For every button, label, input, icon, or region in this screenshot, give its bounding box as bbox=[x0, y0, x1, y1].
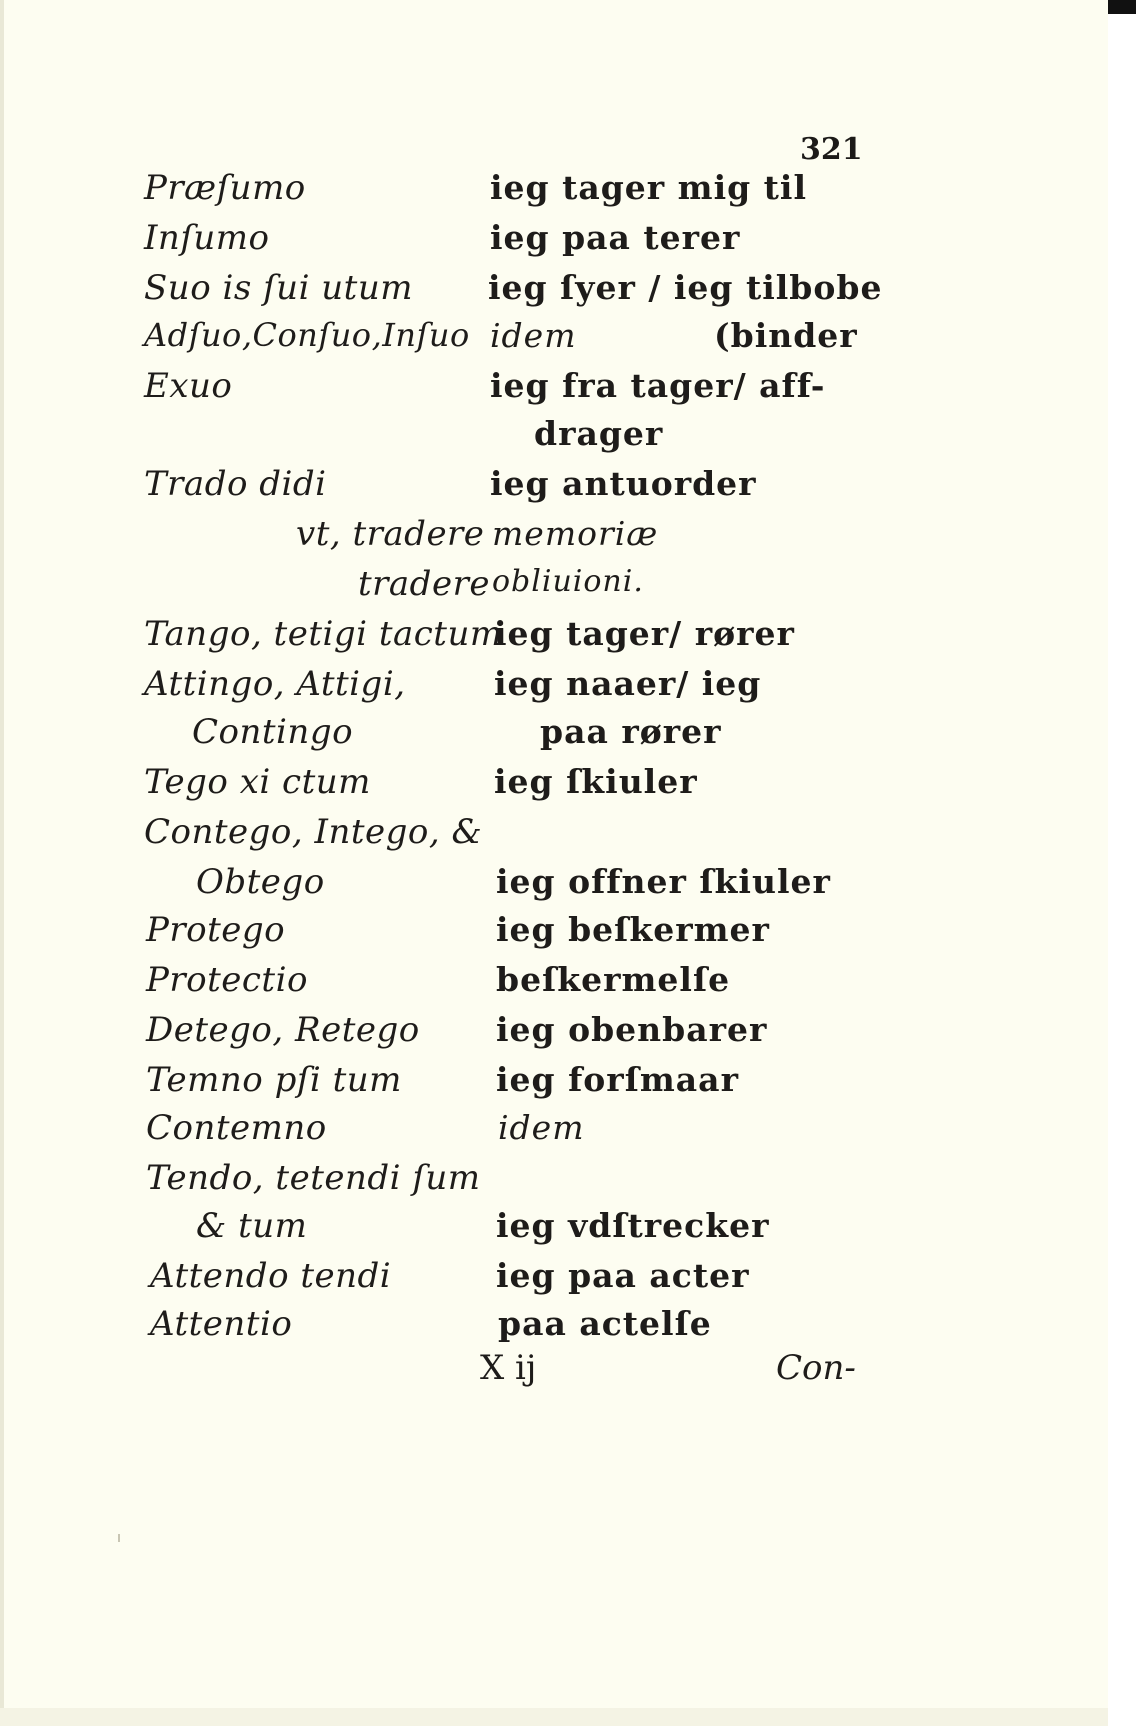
paper-speck bbox=[118, 1534, 120, 1542]
danish-translation: paa actelſe bbox=[498, 1304, 712, 1343]
page-bottom-shadow bbox=[0, 1708, 1108, 1726]
latin-term: Trado didi bbox=[144, 464, 327, 504]
entry-row bbox=[0, 316, 1108, 364]
danish-translation: idem bbox=[490, 316, 577, 355]
entry-row bbox=[0, 168, 1108, 216]
danish-translation: ieg forſmaar bbox=[496, 1060, 739, 1099]
entry-row bbox=[0, 812, 1108, 860]
danish-translation: ieg antuorder bbox=[490, 464, 757, 503]
latin-term: Inſumo bbox=[144, 218, 270, 258]
danish-translation: ieg naaer/ ieg bbox=[494, 664, 762, 703]
danish-translation: ieg tager mig til bbox=[490, 168, 807, 207]
danish-translation: idem bbox=[498, 1108, 585, 1147]
latin-term: Suo is ſui utum bbox=[144, 268, 413, 308]
latin-term: Attingo, Attigi, bbox=[144, 664, 406, 704]
danish-translation: drager bbox=[534, 414, 664, 453]
entry-row bbox=[0, 960, 1108, 1008]
entry-row bbox=[0, 464, 1108, 512]
entry-row bbox=[0, 218, 1108, 266]
latin-term: Contego, Intego, & bbox=[144, 812, 483, 852]
entry-row bbox=[0, 712, 1108, 760]
entry-row bbox=[0, 1304, 1108, 1352]
latin-term: Exuo bbox=[144, 366, 233, 406]
latin-term: Protego bbox=[146, 910, 286, 950]
latin-term: Contemno bbox=[146, 1108, 327, 1148]
entry-row bbox=[0, 1256, 1108, 1304]
entry-row bbox=[0, 614, 1108, 662]
latin-term: Detego, Retego bbox=[146, 1010, 420, 1050]
latin-term: Obtego bbox=[196, 862, 325, 902]
entry-row bbox=[0, 664, 1108, 712]
danish-translation: ieg vdſtrecker bbox=[496, 1206, 770, 1245]
entry-row bbox=[0, 762, 1108, 810]
latin-term: Tango, tetigi tactum bbox=[144, 614, 503, 654]
latin-term: Protectio bbox=[146, 960, 308, 1000]
latin-term: tradere bbox=[358, 564, 490, 604]
entry-row bbox=[0, 1206, 1108, 1254]
catchword: Con- bbox=[776, 1348, 856, 1388]
danish-overflow: (binder bbox=[714, 316, 858, 355]
entry-row bbox=[0, 862, 1108, 910]
latin-term: & tum bbox=[196, 1206, 308, 1246]
entry-row bbox=[0, 910, 1108, 958]
danish-translation: obliuioni. bbox=[492, 564, 644, 599]
entry-row bbox=[0, 268, 1108, 316]
danish-translation: ieg tager/ rører bbox=[494, 614, 795, 653]
signature-mark: X ij bbox=[480, 1348, 537, 1388]
danish-translation: paa rører bbox=[540, 712, 722, 751]
scan-edge-mark bbox=[1108, 0, 1136, 14]
danish-translation: ieg paa acter bbox=[496, 1256, 750, 1295]
latin-term: Adſuo,Conſuo,Inſuo bbox=[144, 316, 470, 354]
latin-term: Temno pſi tum bbox=[146, 1060, 402, 1100]
latin-term: Tendo, tetendi ſum bbox=[146, 1158, 481, 1198]
entry-row bbox=[0, 514, 1108, 562]
entry-row bbox=[0, 564, 1108, 612]
latin-term: Attendo tendi bbox=[150, 1256, 392, 1296]
danish-translation: memoriæ bbox=[492, 514, 659, 553]
latin-term: Attentio bbox=[150, 1304, 293, 1344]
entry-row bbox=[0, 1158, 1108, 1206]
danish-translation: ieg offner ſkiuler bbox=[496, 862, 831, 901]
entry-row bbox=[0, 1060, 1108, 1108]
entry-row bbox=[0, 1010, 1108, 1058]
danish-translation: ieg beſkermer bbox=[496, 910, 770, 949]
danish-translation: ieg ſyer / ieg tilbobe bbox=[488, 268, 883, 307]
entry-row bbox=[0, 366, 1108, 414]
latin-term: vt, tradere bbox=[296, 514, 485, 554]
entry-row bbox=[0, 1108, 1108, 1156]
page-number: 321 bbox=[800, 132, 863, 167]
danish-translation: ieg obenbarer bbox=[496, 1010, 768, 1049]
danish-translation: ieg fra tager/ aff- bbox=[490, 366, 826, 405]
scan-margin bbox=[1108, 0, 1136, 1726]
danish-translation: beſkermelſe bbox=[496, 960, 731, 999]
danish-translation: ieg paa terer bbox=[490, 218, 741, 257]
latin-term: Tego xi ctum bbox=[144, 762, 371, 802]
latin-term: Contingo bbox=[192, 712, 354, 752]
latin-term: Præſumo bbox=[144, 168, 306, 208]
entry-row bbox=[0, 414, 1108, 462]
danish-translation: ieg ſkiuler bbox=[494, 762, 698, 801]
